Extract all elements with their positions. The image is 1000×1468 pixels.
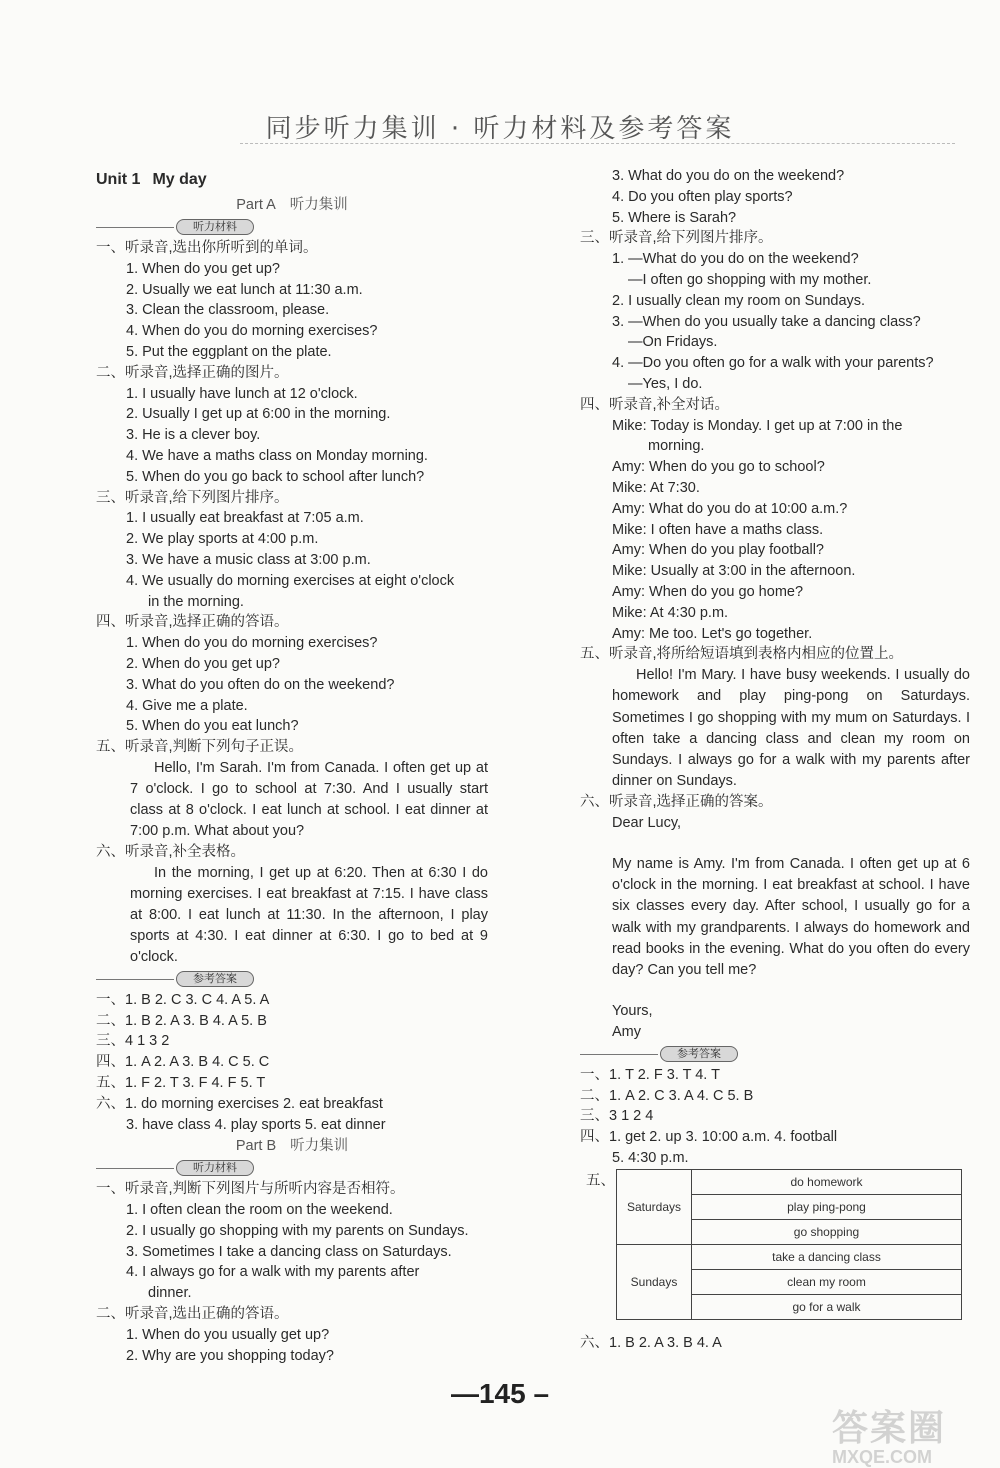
- letter-signature: Amy: [612, 1023, 641, 1040]
- text-line: 三、听录音,给下列图片排序。: [580, 230, 773, 247]
- answers-banner-b: [580, 1043, 970, 1065]
- table-cell-sundays: Sundays: [617, 1244, 692, 1319]
- right-column: [580, 166, 970, 1354]
- part-a-paragraph-6: In the morning, I get up at 6:20. Then at 6:30 I do morning exercises. I eat breakfast at 7:15. I have class at 8:00. I eat lunch at 11:30. In the afternoon, I play sports at 4:30. I eat dinner at 6:30. I go to bed at 9 o'clock.: [130, 864, 488, 965]
- text-line: Amy: When do you play football?: [612, 542, 824, 559]
- answer-line: 四、1. get 2. up 3. 10:00 a.m. 4. football: [580, 1129, 838, 1146]
- text-line: 4. —Do you often go for a walk with your parents?: [612, 355, 934, 372]
- text-line: Amy: Me too. Let's go together.: [612, 625, 813, 642]
- text-line: 二、听录音,选出正确的答语。: [96, 1306, 289, 1323]
- part-b-label-zh: 听力集训: [290, 1138, 349, 1155]
- text-line: Mike: I often have a maths class.: [612, 521, 824, 538]
- unit-title: [96, 166, 488, 194]
- text-line: 三、听录音,给下列图片排序。: [96, 489, 289, 506]
- text-line: 3. What do you often do on the weekend?: [126, 676, 395, 693]
- letter-body: My name is Amy. I'm from Canada. I often get up at 6 o'clock in the morning. I eat breakfast at school. I have six classes every day. After school, I usually go for a walk with my grandparents. I always do homework and read books in the evening. What do you often do every day? Can you tell me?: [612, 855, 970, 978]
- part-a-label-zh: 听力集训: [289, 197, 348, 213]
- part-a-paragraph-5: Hello, I'm Sarah. I'm from Canada. I often get up at 7 o'clock. I go to school at 7:30. And I usually start class at 8 o'clock. I eat lunch at school. I eat dinner at 7:00 p.m. What about you?: [130, 759, 488, 839]
- text-line: 3. —When do you usually take a dancing class?: [612, 313, 921, 330]
- text-line: 5. When do you eat lunch?: [126, 718, 299, 735]
- watermark-logo: [832, 1400, 982, 1467]
- text-line: 1. I usually have lunch at 12 o'clock.: [126, 385, 358, 402]
- text-line: 2. I usually clean my room on Sundays.: [612, 292, 866, 309]
- listening-material-badge: 听力材料: [176, 1160, 254, 1176]
- part-a-label: Part A: [236, 197, 276, 213]
- part-b-title: [96, 1135, 488, 1157]
- text-line: 2. Usually we eat lunch at 11:30 a.m.: [126, 281, 363, 298]
- text-line: 1. When do you get up?: [126, 260, 280, 277]
- text-line: 1. —What do you do on the weekend?: [612, 251, 859, 268]
- text-line: 2. When do you get up?: [126, 655, 280, 672]
- text-line: —I often go shopping with my mother.: [628, 271, 872, 288]
- answer-line: 二、1. A 2. C 3. A 4. C 5. B: [580, 1087, 754, 1104]
- text-line: 4. Give me a plate.: [126, 697, 248, 714]
- text-line: —Yes, I do.: [628, 375, 703, 392]
- table-cell: play ping-pong: [692, 1194, 962, 1219]
- answers-badge: 参考答案: [176, 971, 254, 987]
- answer-line: 二、1. B 2. A 3. B 4. A 5. B: [96, 1012, 267, 1029]
- answer-line: 四、1. A 2. A 3. B 4. C 5. C: [96, 1054, 270, 1071]
- part-b-answers: [580, 1065, 970, 1148]
- part-a-answer-line: 3. have class 4. play sports 5. eat dinner: [126, 1116, 386, 1133]
- answer-line: 五、1. F 2. T 3. F 4. F 5. T: [96, 1074, 266, 1091]
- text-line: 3. He is a clever boy.: [126, 427, 261, 444]
- text-line: 2. We play sports at 4:00 p.m.: [126, 531, 319, 548]
- answer-line: 一、1. B 2. C 3. C 4. A 5. A: [96, 991, 270, 1008]
- text-line: —On Fridays.: [628, 334, 718, 351]
- part-a-answers: [96, 990, 488, 1115]
- text-line: Mike: At 7:30.: [612, 479, 700, 496]
- page-title: 同步听力集训 · 听力材料及参考答案: [265, 114, 735, 144]
- text-line: 1. When do you usually get up?: [126, 1326, 330, 1343]
- letter-gap: [580, 834, 970, 854]
- part-b-right-lines: [580, 166, 970, 665]
- text-line: 4. I always go for a walk with my parents after: [126, 1264, 420, 1281]
- text-line: 1. I often clean the room on the weekend.: [126, 1202, 393, 1219]
- banner-rule: [580, 1054, 658, 1055]
- text-line: 3. What do you do on the weekend?: [612, 168, 845, 184]
- part-b-paragraph-5: Hello! I'm Mary. I have busy weekends. I usually do homework and play ping-pong on Saturdays. Sometimes I go shopping with my mum on Saturdays. I often take a dancing class and clean my room on Sundays. I always go for a walk with my parents after dinner on Sundays.: [612, 667, 970, 790]
- watermark-en: MXQE.COM: [832, 1447, 933, 1467]
- left-column: [96, 166, 488, 1366]
- unit-name: My day: [152, 171, 207, 188]
- part-a-lines: [96, 238, 488, 758]
- text-line: Mike: Usually at 3:00 in the afternoon.: [612, 563, 856, 580]
- text-line: 3. We have a music class at 3:00 p.m.: [126, 551, 371, 568]
- text-line: 4. Do you often play sports?: [612, 188, 793, 205]
- answer-line: 三、4 1 3 2: [96, 1033, 170, 1050]
- watermark-cn: 答案圈: [832, 1407, 947, 1448]
- text-line: 四、听录音,补全对话。: [580, 396, 730, 413]
- table-cell: clean my room: [692, 1269, 962, 1294]
- page-number: —145 –: [450, 1378, 550, 1409]
- text-line: 一、听录音,判断下列图片与所听内容是否相符。: [96, 1181, 405, 1198]
- part-a-section-6-heading: 六、听录音,补全表格。: [96, 843, 246, 860]
- text-line: 4. We usually do morning exercises at eight o'clock: [126, 572, 455, 589]
- text-line: 3. Sometimes I take a dancing class on Saturdays.: [126, 1243, 452, 1260]
- part-a-title: [96, 194, 488, 216]
- answer-table: [616, 1169, 962, 1320]
- answer-line: 六、1. do morning exercises 2. eat breakfast: [96, 1095, 383, 1112]
- table-cell: go for a walk: [692, 1294, 962, 1319]
- title-rule: [240, 143, 955, 144]
- text-line: 一、听录音,选出你所听到的单词。: [96, 240, 318, 256]
- part-b-section-6-heading: 六、听录音,选择正确的答案。: [580, 794, 773, 811]
- table-cell-saturdays: Saturdays: [617, 1169, 692, 1244]
- text-line: 二、听录音,选择正确的图片。: [96, 364, 289, 381]
- text-line: 四、听录音,选择正确的答语。: [96, 614, 289, 631]
- answer-line: 三、3 1 2 4: [580, 1108, 654, 1125]
- answers-badge: 参考答案: [660, 1046, 738, 1062]
- text-line: 1. When do you do morning exercises?: [126, 635, 378, 652]
- part-b-label: Part B: [235, 1138, 277, 1155]
- text-line: 2. Usually I get up at 6:00 in the morning.: [126, 406, 391, 423]
- listening-material-banner: [96, 216, 488, 238]
- text-line: 2. I usually go shopping with my parents on Sundays.: [126, 1222, 469, 1239]
- table-cell: do homework: [692, 1169, 962, 1194]
- listening-material-banner-b: [96, 1157, 488, 1179]
- text-line: Mike: Today is Monday. I get up at 7:00 in the: [612, 417, 903, 434]
- text-line: Amy: When do you go home?: [612, 583, 804, 600]
- table-cell: take a dancing class: [692, 1244, 962, 1269]
- text-line: 4. We have a maths class on Monday morning.: [126, 447, 428, 464]
- banner-rule: [96, 1168, 174, 1169]
- text-line: 3. Clean the classroom, please.: [126, 302, 330, 319]
- answer-table-label: 五、: [586, 1172, 615, 1189]
- banner-rule: [96, 227, 174, 228]
- listening-material-badge: 听力材料: [176, 219, 254, 235]
- letter-closing: Yours,: [612, 1003, 653, 1020]
- text-line: 5. When do you go back to school after lunch?: [126, 468, 425, 485]
- answer-table-block: [580, 1169, 970, 1333]
- answer-line: 一、1. T 2. F 3. T 4. T: [580, 1066, 720, 1083]
- text-line: 4. When do you do morning exercises?: [126, 323, 378, 340]
- part-b-answer-line: 5. 4:30 p.m.: [612, 1149, 689, 1166]
- table-cell: go shopping: [692, 1219, 962, 1244]
- text-line: morning.: [648, 438, 705, 455]
- text-line: 5. Put the eggplant on the plate.: [126, 343, 332, 360]
- text-line: Amy: When do you go to school?: [612, 459, 825, 476]
- unit-label: Unit 1: [96, 171, 141, 188]
- letter-greeting: Dear Lucy,: [612, 815, 682, 832]
- text-line: 1. I usually eat breakfast at 7:05 a.m.: [126, 510, 364, 527]
- banner-rule: [96, 979, 174, 980]
- text-line: Amy: What do you do at 10:00 a.m.?: [612, 500, 848, 517]
- part-b-answer-6: 六、1. B 2. A 3. B 4. A: [580, 1334, 722, 1351]
- text-line: dinner.: [148, 1285, 192, 1302]
- answers-banner-a: [96, 968, 488, 990]
- text-line: 5. Where is Sarah?: [612, 209, 737, 226]
- text-line: in the morning.: [148, 593, 244, 610]
- text-line: 五、听录音,判断下列句子正误。: [96, 739, 304, 756]
- part-b-left-lines: [96, 1179, 488, 1366]
- letter-gap: [580, 981, 970, 1001]
- text-line: 五、听录音,将所给短语填到表格内相应的位置上。: [580, 646, 904, 663]
- text-line: Mike: At 4:30 p.m.: [612, 604, 729, 621]
- text-line: 2. Why are you shopping today?: [126, 1347, 334, 1364]
